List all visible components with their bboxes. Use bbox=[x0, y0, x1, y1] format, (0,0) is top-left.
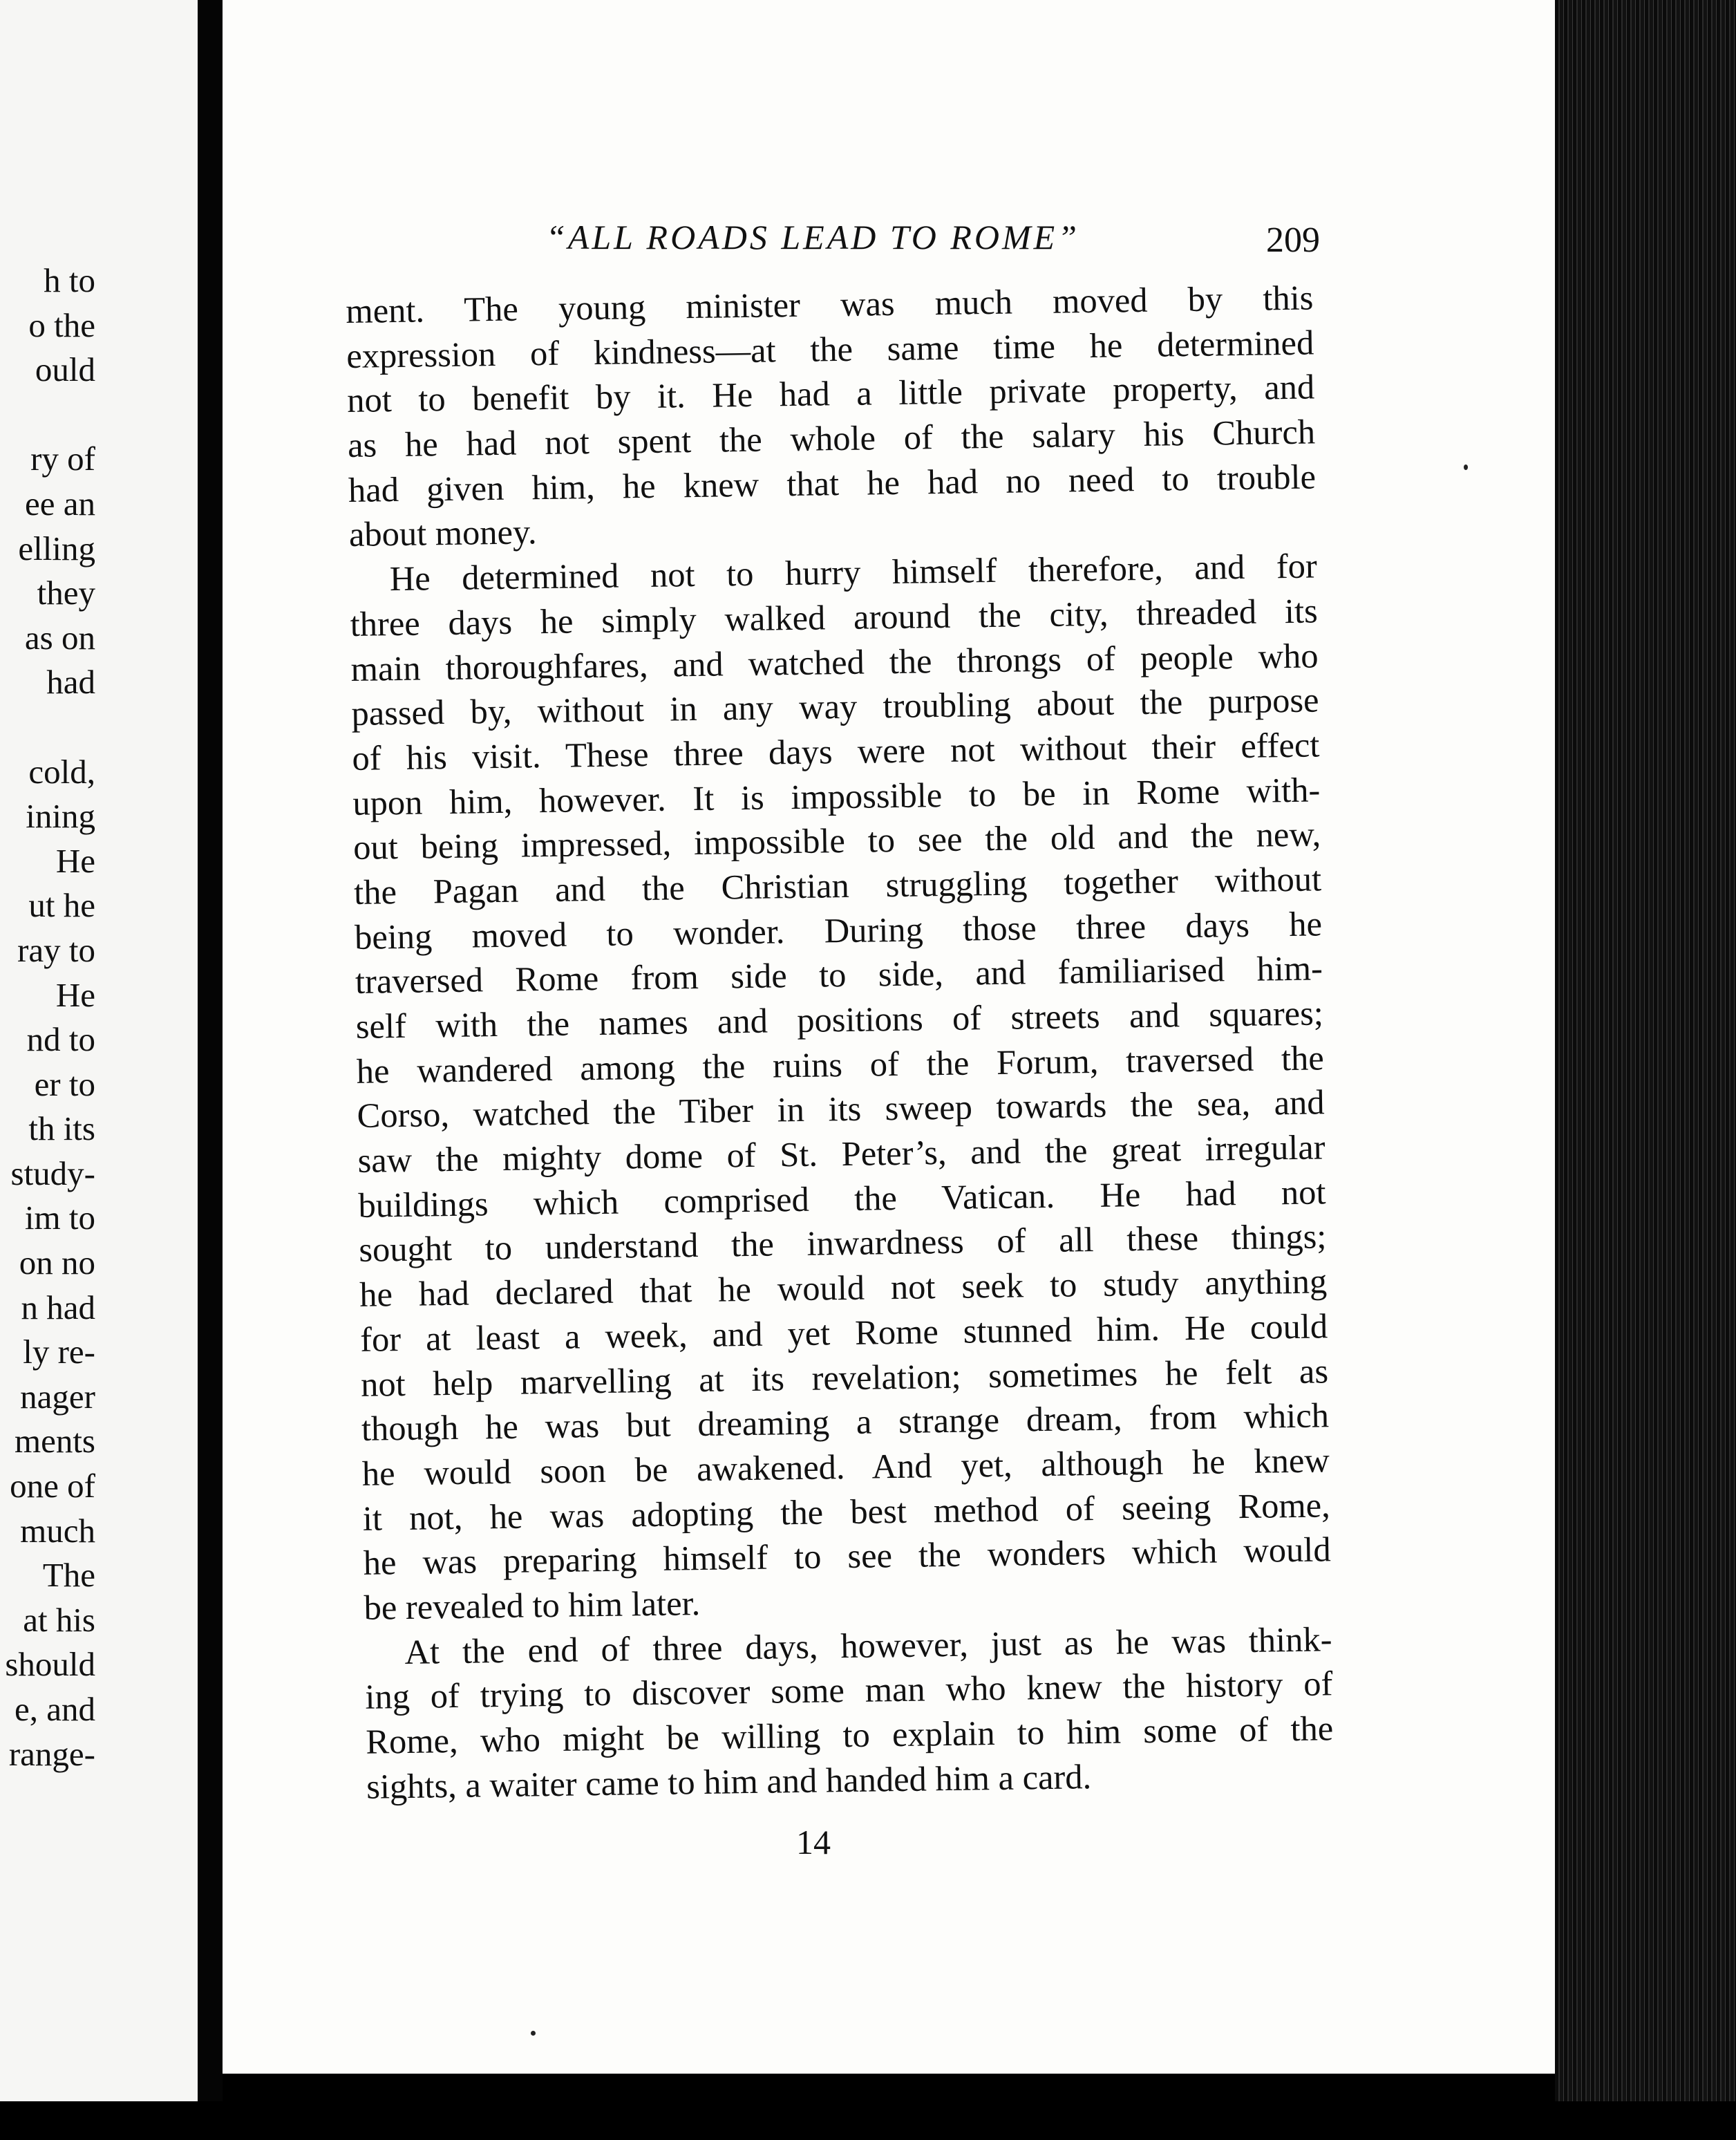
left-page-fragment bbox=[5, 393, 95, 438]
text-line: be revealed to him later. bbox=[364, 1583, 701, 1627]
book-fore-edge bbox=[1555, 0, 1736, 2140]
left-page-fragment: cold, bbox=[28, 752, 95, 791]
left-page-fragment: ould bbox=[35, 350, 95, 389]
text-line: sights, a waiter came to him and handed him a card. bbox=[366, 1756, 1092, 1806]
text-line: as he had not spent the whole of the salary his Church bbox=[347, 412, 1316, 465]
text-line: expression of kindness—at the same time he determined bbox=[346, 323, 1314, 375]
text-line: He determined not to hurry himself therefore, and for bbox=[389, 546, 1318, 599]
left-page-fragment: at his bbox=[23, 1600, 95, 1639]
text-line: buildings which comprised the Vatican. He had not bbox=[358, 1172, 1326, 1225]
text-line: passed by, without in any way troubling about the purpose bbox=[351, 680, 1319, 733]
text-line: ment. The young minister was much moved by this bbox=[346, 278, 1314, 330]
left-page-fragment: o the bbox=[28, 306, 95, 344]
body-text bbox=[346, 275, 1334, 1809]
left-page-fragment: nd to bbox=[26, 1020, 95, 1059]
text-line: the Pagan and the Christian struggling together without bbox=[353, 859, 1322, 912]
text-line: he had declared that he would not seek to study anything bbox=[359, 1261, 1328, 1314]
left-page-fragment: ee an bbox=[25, 484, 95, 523]
left-page-fragment: had bbox=[46, 663, 95, 702]
left-page-fragment: h to bbox=[44, 261, 95, 299]
text-line: it not, he was adopting the best method of seeing Rome, bbox=[362, 1485, 1331, 1538]
signature-mark: 14 bbox=[796, 1823, 831, 1861]
left-page-fragment bbox=[5, 705, 95, 750]
left-page-fragment: n had bbox=[21, 1288, 95, 1326]
left-page-fragment: He bbox=[55, 975, 95, 1014]
ink-speck bbox=[531, 2031, 536, 2036]
left-page-fragment: He bbox=[55, 841, 95, 880]
text-line: of his visit. These three days were not without their effect bbox=[352, 725, 1320, 778]
page-header bbox=[318, 217, 1320, 265]
left-page-fragment: ut he bbox=[28, 886, 95, 925]
left-page-fragment: ly re- bbox=[23, 1333, 95, 1371]
left-page-fragment: should bbox=[5, 1645, 95, 1684]
text-line: out being impressed, impossible to see the old and the new, bbox=[352, 814, 1321, 867]
text-line: he wandered among the ruins of the Forum, traversed the bbox=[356, 1038, 1325, 1091]
text-line: traversed Rome from side to side, and familiarised him- bbox=[355, 948, 1323, 1002]
text-line: he would soon be awakened. And yet, although he knew bbox=[361, 1440, 1330, 1493]
left-page-fragment: e, and bbox=[15, 1690, 95, 1728]
left-facing-page bbox=[0, 0, 198, 2101]
text-line: main thoroughfares, and watched the throngs of people who bbox=[350, 635, 1319, 688]
left-page-fragment: study- bbox=[10, 1154, 95, 1192]
left-page-fragment: ray to bbox=[17, 930, 95, 969]
text-line: ing of trying to discover some man who knew the history of bbox=[365, 1664, 1333, 1717]
text-line: about money. bbox=[348, 512, 537, 554]
ink-speck bbox=[1464, 464, 1468, 470]
text-line: three days he simply walked around the city, threaded its bbox=[350, 591, 1319, 644]
text-line: At the end of three days, however, just as he was think- bbox=[404, 1619, 1332, 1671]
text-line: self with the names and positions of streets and squares; bbox=[355, 993, 1324, 1046]
scan-bottom-border bbox=[0, 2101, 1736, 2140]
text-line: upon him, however. It is impossible to be in Rome with- bbox=[352, 769, 1321, 823]
left-page-fragment: th its bbox=[28, 1109, 95, 1148]
text-line: not to benefit by it. He had a little private property, and bbox=[346, 367, 1315, 420]
left-page-fragment: ining bbox=[26, 797, 95, 836]
left-page-fragment: range- bbox=[8, 1734, 95, 1773]
left-page-fragment: ments bbox=[14, 1422, 95, 1461]
text-line: Corso, watched the Tiber in its sweep towards the sea, and bbox=[357, 1082, 1325, 1136]
text-line: saw the mighty dome of St. Peter’s, and the great irregular bbox=[357, 1127, 1325, 1180]
text-line: not help marvelling at its revelation; sometimes he felt as bbox=[360, 1351, 1329, 1404]
left-page-fragment: ry of bbox=[30, 440, 95, 478]
left-page-fragment: on no bbox=[19, 1243, 95, 1282]
text-line: for at least a week, and yet Rome stunned him. He could bbox=[359, 1306, 1328, 1359]
page-number: 209 bbox=[1266, 220, 1320, 260]
left-page-fragment: much bbox=[20, 1511, 95, 1550]
text-line: Rome, who might be willing to explain to him some of the bbox=[365, 1709, 1334, 1761]
text-line: he was preparing himself to see the wonders which would bbox=[363, 1530, 1331, 1583]
left-page-fragment: as on bbox=[24, 618, 95, 657]
text-line: had given him, he knew that he had no need to trouble bbox=[348, 457, 1317, 509]
left-page-fragment: The bbox=[42, 1556, 95, 1595]
text-line: sought to understand the inwardness of all these things; bbox=[359, 1217, 1327, 1270]
left-page-fragment: they bbox=[37, 574, 95, 612]
text-line: being moved to wonder. During those three days he bbox=[354, 903, 1323, 957]
left-page-fragment: er to bbox=[34, 1064, 95, 1103]
left-page-text-fragments bbox=[5, 259, 95, 1776]
left-page-fragment: elling bbox=[18, 529, 95, 567]
left-page-fragment: nager bbox=[20, 1377, 95, 1416]
left-page-fragment: one of bbox=[10, 1467, 95, 1505]
text-line: though he was but dreaming a strange dream, from which bbox=[361, 1396, 1330, 1449]
left-page-fragment: im to bbox=[24, 1199, 95, 1237]
left-gutter-shadow bbox=[198, 0, 223, 2140]
running-head: “ALL ROADS LEAD TO ROME” bbox=[546, 218, 1080, 256]
